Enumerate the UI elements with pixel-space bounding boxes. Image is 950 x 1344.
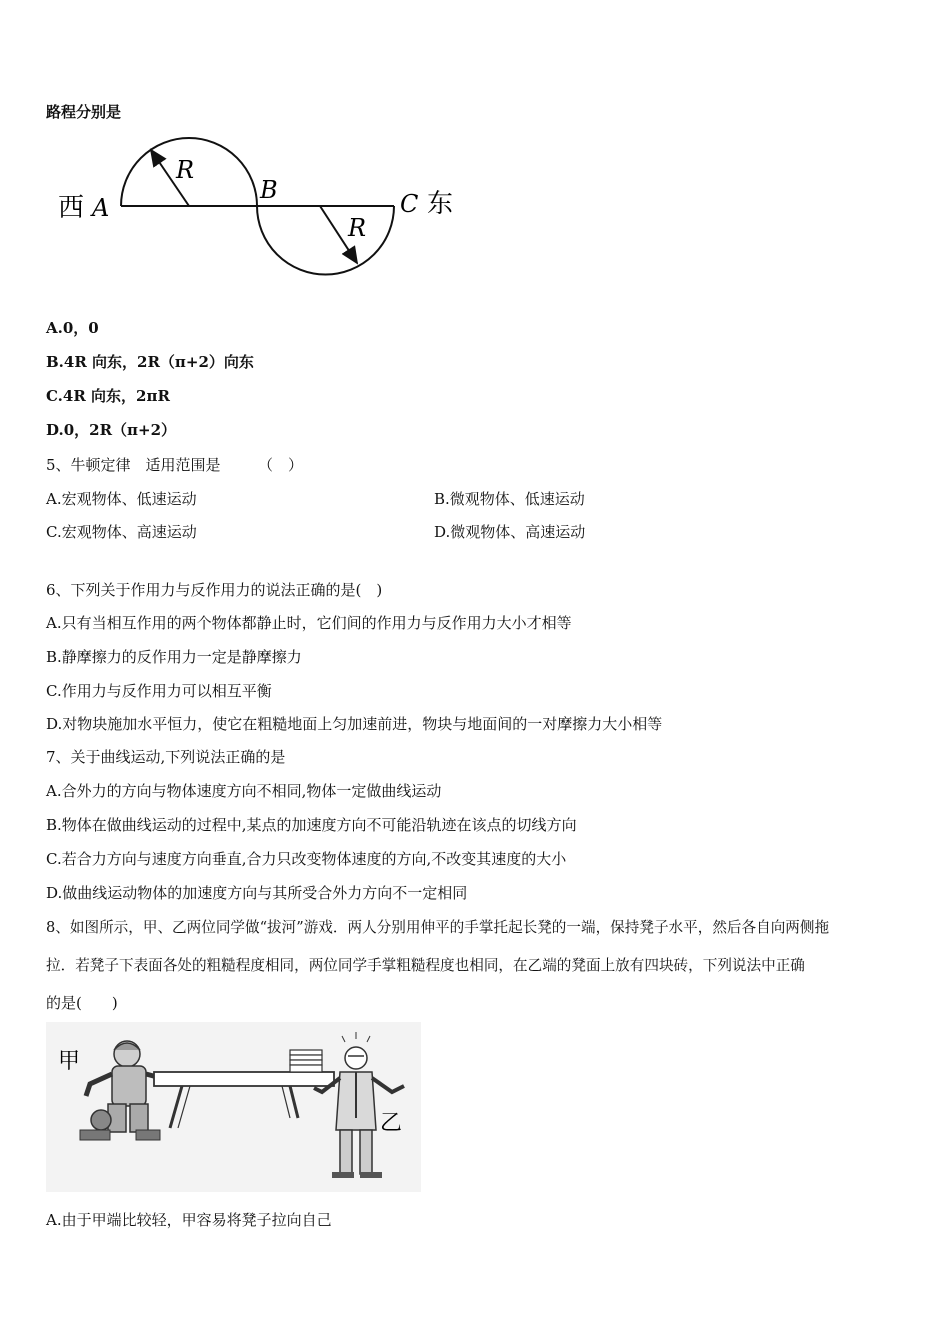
label-a: A <box>92 194 110 222</box>
question-5-stem: 5、牛顿定律 适用范围是 （ ） <box>46 456 304 474</box>
q6-option-c: C.作用力与反作用力可以相互平衡 <box>46 682 272 700</box>
question-8-stem-line3: 的是( ) <box>46 994 118 1012</box>
question-8-stem-line2: 拉．若凳子下表面各处的粗糙程度相同，两位同学手掌粗糙程度也相同，在乙端的凳面上放有四块砖，下列说法中正确 <box>46 957 805 974</box>
label-jia: 甲 <box>58 1049 81 1074</box>
label-r-lower: R <box>348 214 367 242</box>
label-b: B <box>260 176 278 204</box>
question-7-stem: 7、关于曲线运动,下列说法正确的是 <box>46 748 286 766</box>
option-b: B.4R 向东，2R（π+2）向东 <box>46 353 254 371</box>
option-a: A.0，0 <box>46 319 99 337</box>
label-west: 西 <box>58 193 85 223</box>
question-6-stem: 6、下列关于作用力与反作用力的说法正确的是( ) <box>46 581 383 599</box>
bench-tug-of-war-figure <box>46 1022 421 1192</box>
q8-option-a: A.由于甲端比较轻，甲容易将凳子拉向自己 <box>46 1211 332 1229</box>
q5-option-c: C.宏观物体、高速运动 <box>46 523 197 541</box>
q7-option-c: C.若合力方向与速度方向垂直,合力只改变物体速度的方向,不改变其速度的大小 <box>46 850 567 868</box>
label-yi: 乙 <box>380 1111 403 1136</box>
label-c: C <box>400 190 419 218</box>
q6-option-d: D.对物块施加水平恒力，使它在粗糙地面上匀加速前进，物块与地面间的一对摩擦力大小相等 <box>46 715 663 733</box>
question-8-stem-line1: 8、如图所示，甲、乙两位同学做“拔河”游戏．两人分别用伸平的手掌托起长凳的一端，保持凳子水平，然后各自向两侧拖 <box>46 919 830 936</box>
q7-option-a: A.合外力的方向与物体速度方向不相同,物体一定做曲线运动 <box>46 782 442 800</box>
question-fragment: 路程分别是 <box>46 103 122 121</box>
label-east: 东 <box>427 189 454 219</box>
semicircle-path-figure <box>50 130 470 280</box>
label-r-upper: R <box>176 156 195 184</box>
option-d: D.0，2R（π+2） <box>46 421 177 439</box>
q6-option-a: A.只有当相互作用的两个物体都静止时，它们间的作用力与反作用力大小才相等 <box>46 614 572 632</box>
q6-option-b: B.静摩擦力的反作用力一定是静摩擦力 <box>46 648 302 666</box>
option-c: C.4R 向东，2πR <box>46 387 170 405</box>
q5-option-b: B.微观物体、低速运动 <box>434 490 585 508</box>
q5-option-d: D.微观物体、高速运动 <box>434 523 586 541</box>
q5-option-a: A.宏观物体、低速运动 <box>46 490 197 508</box>
q7-option-b: B.物体在做曲线运动的过程中,某点的加速度方向不可能沿轨迹在该点的切线方向 <box>46 816 577 834</box>
q7-option-d: D.做曲线运动物体的加速度方向与其所受合外力方向不一定相同 <box>46 884 468 902</box>
